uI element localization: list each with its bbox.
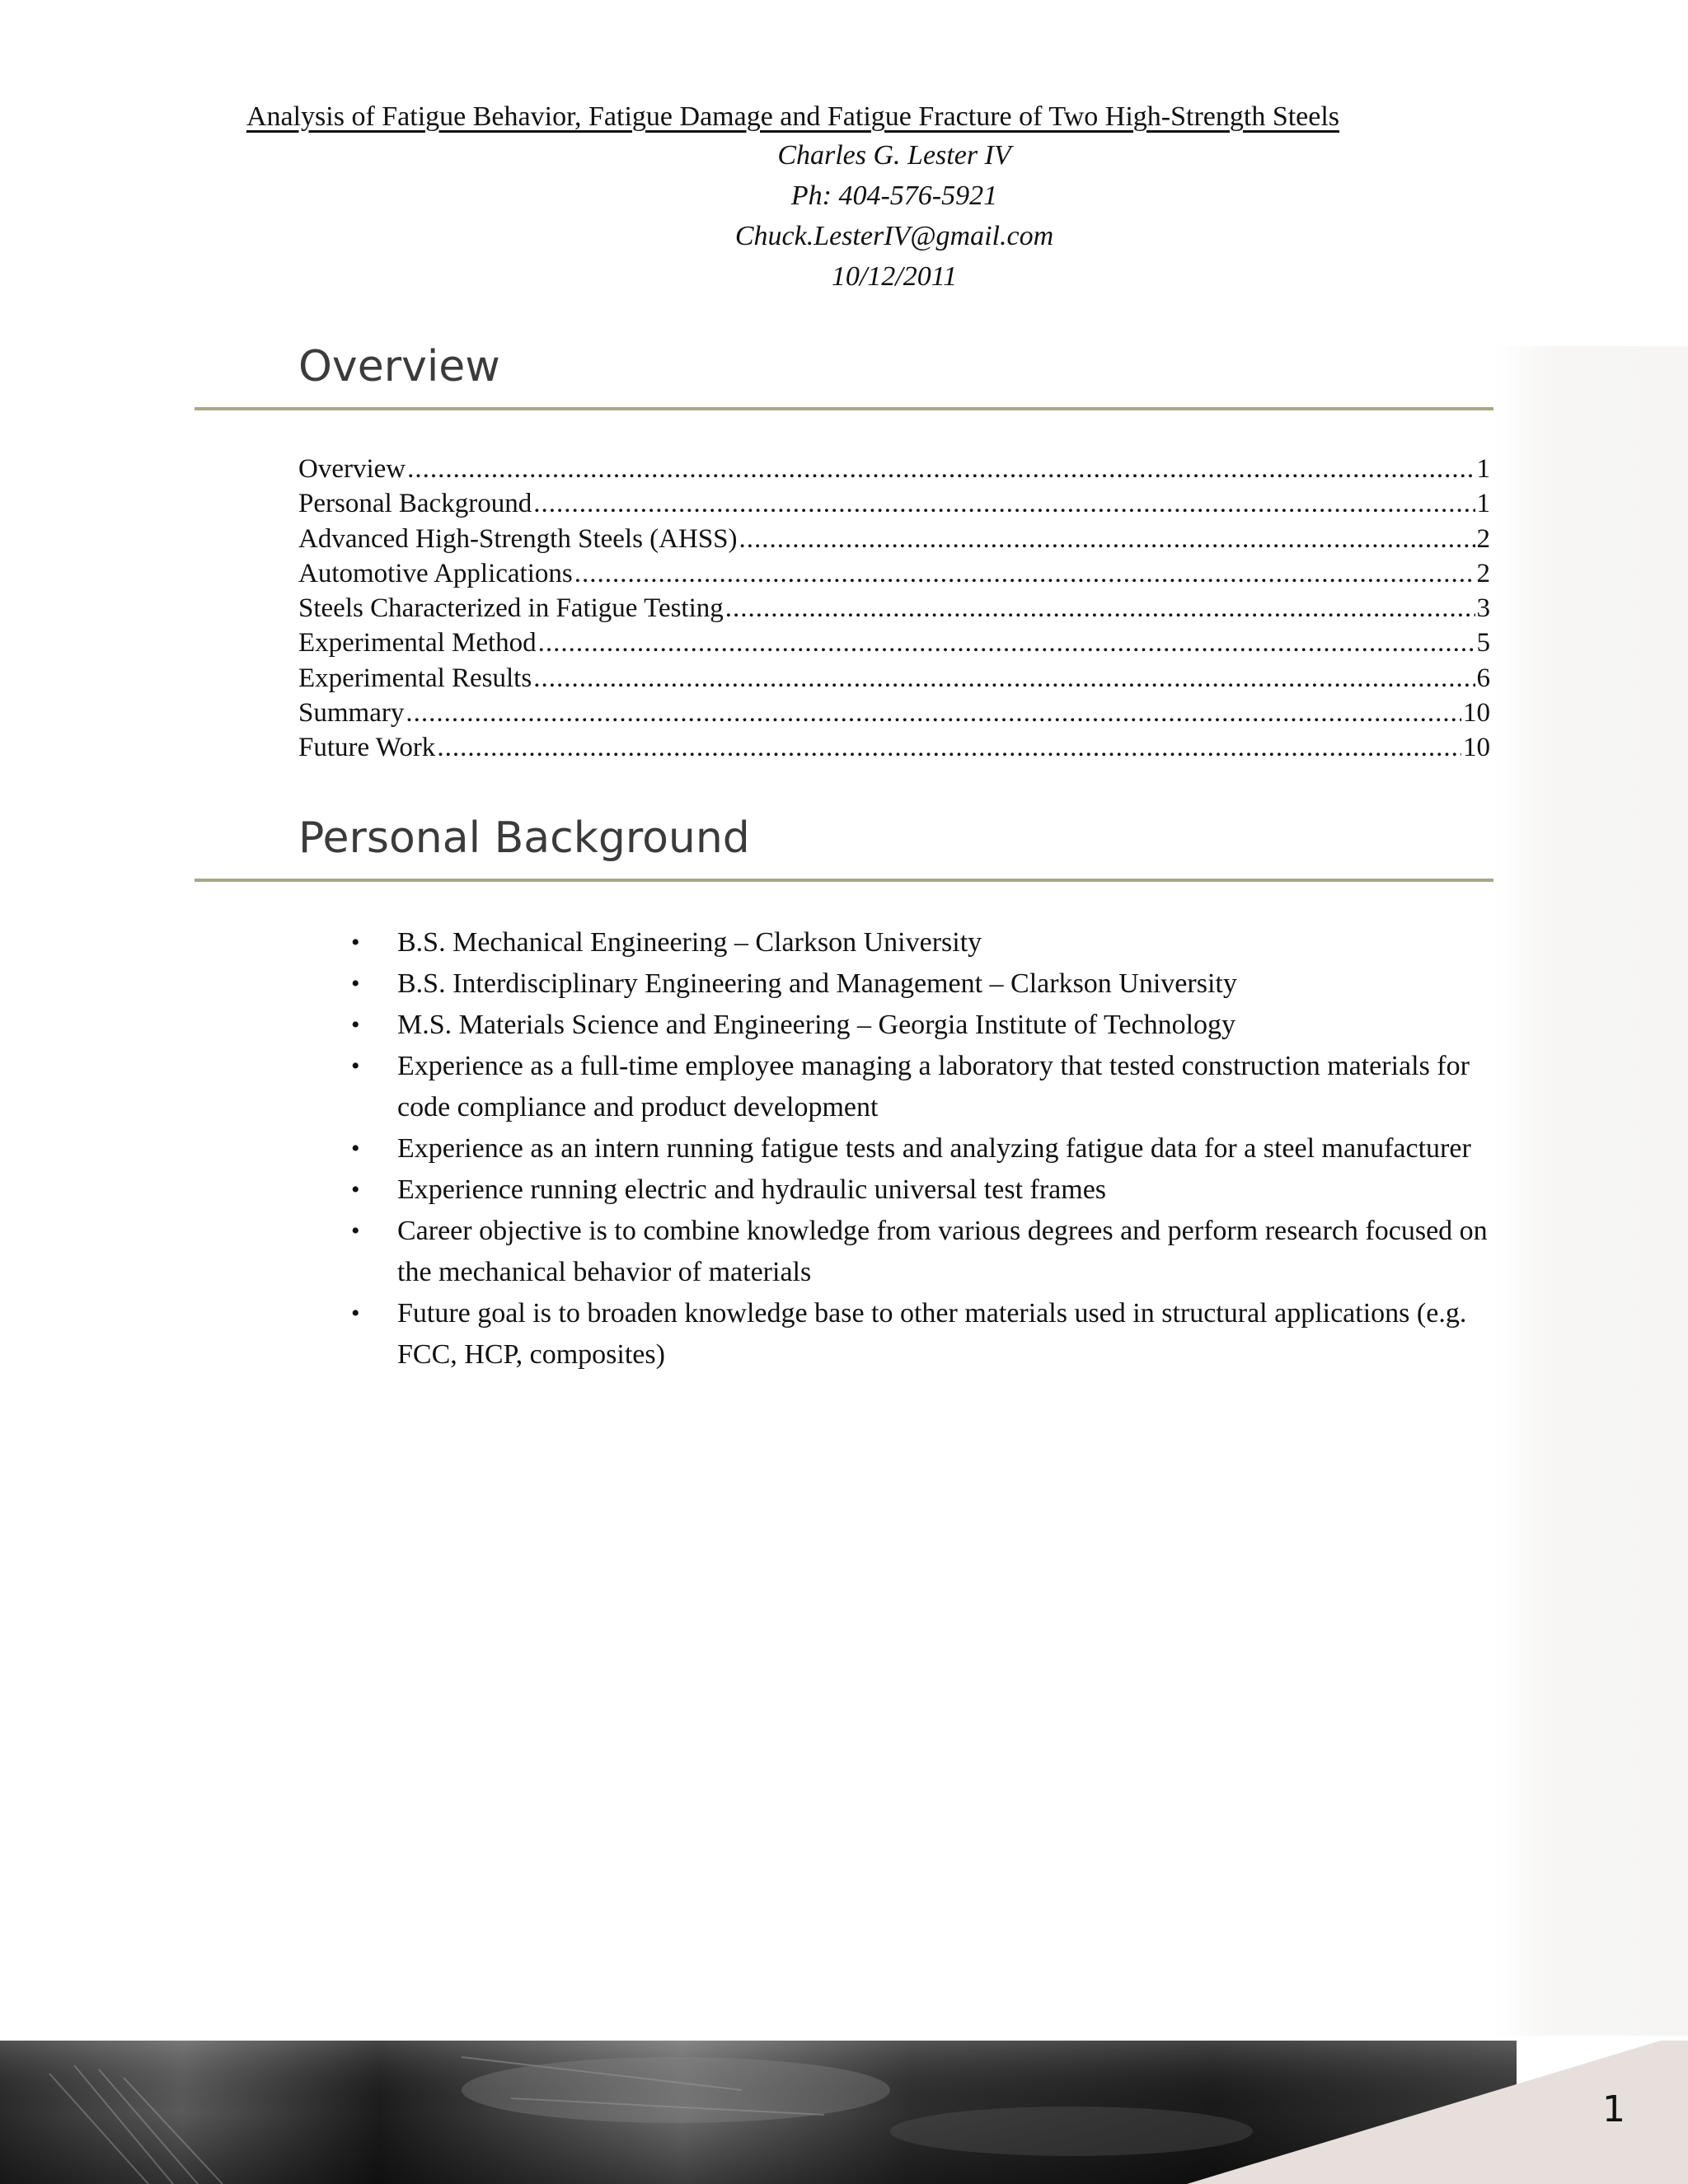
- bullet-icon: •: [351, 1011, 360, 1038]
- toc-entry[interactable]: [298, 696, 1490, 730]
- toc-entry-page-number: 3: [1476, 593, 1490, 624]
- list-item-text: Experience running electric and hydraulic universal test frames: [397, 1174, 1107, 1205]
- list-item: [346, 1211, 1492, 1293]
- toc-dot-leader: [725, 591, 1475, 626]
- list-item-text: B.S. Mechanical Engineering – Clarkson University: [397, 927, 982, 958]
- list-item-text: Experience as a full-time employee managing a laboratory that tested construction materials for code compliance and product development: [397, 1051, 1470, 1122]
- bullet-icon: •: [351, 1176, 360, 1203]
- toc-entry[interactable]: [298, 661, 1490, 696]
- toc-entry-page-number: 10: [1463, 733, 1490, 763]
- toc-dot-leader: [739, 522, 1475, 556]
- list-item-text: Experience as an intern running fatigue tests and analyzing fatigue data for a steel manufacturer: [397, 1133, 1471, 1164]
- toc-entry-label: Overview: [298, 454, 406, 484]
- bullet-icon: •: [351, 1052, 360, 1080]
- overview-heading-rule: [195, 407, 1493, 410]
- list-item-text: Future goal is to broaden knowledge base to other materials used in structural applications (e.g. FCC, HCP, composites): [397, 1298, 1467, 1370]
- toc-entry-page-number: 5: [1476, 628, 1490, 658]
- list-item-text: M.S. Materials Science and Engineering – Georgia Institute of Technology: [397, 1010, 1236, 1040]
- toc-dot-leader: [574, 556, 1475, 591]
- bullet-icon: •: [351, 1135, 360, 1162]
- list-item: [346, 1169, 1492, 1211]
- toc-entry[interactable]: [298, 626, 1490, 660]
- toc-dot-leader: [533, 486, 1475, 521]
- bullet-icon: •: [351, 970, 360, 997]
- toc-entry-label: Future Work: [298, 733, 436, 763]
- toc-entry-page-number: 6: [1476, 663, 1490, 693]
- toc-entry-label: Personal Background: [298, 489, 532, 519]
- overview-heading: Overview: [298, 342, 500, 391]
- document-title: Analysis of Fatigue Behavior, Fatigue Damage and Fatigue Fracture of Two High-Strength Steels: [246, 101, 1340, 132]
- toc-entry-page-number: 1: [1476, 454, 1490, 484]
- toc-entry[interactable]: [298, 452, 1490, 486]
- toc-entry-label: Summary: [298, 698, 405, 729]
- table-of-contents: [298, 452, 1490, 766]
- toc-entry-label: Steels Characterized in Fatigue Testing: [298, 593, 724, 624]
- author-email: Chuck.LesterIV@gmail.com: [734, 221, 1054, 251]
- page-number: 1: [1602, 2088, 1625, 2130]
- list-item: [346, 1128, 1492, 1169]
- list-item-text: B.S. Interdisciplinary Engineering and Management – Clarkson University: [397, 968, 1237, 999]
- toc-entry[interactable]: [298, 556, 1490, 591]
- list-item: [346, 922, 1492, 963]
- side-tint-panel: [1493, 346, 1688, 2036]
- toc-entry-page-number: 1: [1476, 489, 1490, 519]
- toc-entry[interactable]: [298, 486, 1490, 521]
- document-date: 10/12/2011: [831, 261, 958, 292]
- toc-dot-leader: [407, 452, 1475, 486]
- author-block: [0, 135, 1688, 297]
- toc-entry[interactable]: [298, 591, 1490, 626]
- toc-dot-leader: [437, 730, 1461, 765]
- list-item: [346, 1046, 1492, 1128]
- bullet-icon: •: [351, 929, 360, 956]
- toc-entry[interactable]: [298, 730, 1490, 765]
- footer-steel-image: [0, 2041, 1688, 2184]
- toc-entry-label: Experimental Method: [298, 628, 537, 658]
- toc-entry-label: Experimental Results: [298, 663, 532, 693]
- personal-background-heading-rule: [195, 879, 1493, 882]
- toc-dot-leader: [533, 661, 1475, 696]
- list-item-text: Career objective is to combine knowledge from various degrees and perform research focused on the mechanical behavior of materials: [397, 1216, 1488, 1287]
- author-phone: Ph: 404-576-5921: [790, 180, 998, 211]
- list-item: [346, 963, 1492, 1005]
- bullet-icon: •: [351, 1217, 360, 1244]
- toc-dot-leader: [538, 626, 1475, 660]
- list-item: [346, 1005, 1492, 1046]
- author-name: Charles G. Lester IV: [777, 140, 1011, 171]
- toc-entry-page-number: 2: [1476, 558, 1490, 588]
- toc-entry[interactable]: [298, 522, 1490, 556]
- toc-entry-label: Automotive Applications: [298, 558, 573, 588]
- toc-entry-page-number: 10: [1463, 698, 1490, 729]
- toc-entry-page-number: 2: [1476, 523, 1490, 554]
- bullet-icon: •: [351, 1300, 360, 1327]
- toc-entry-label: Advanced High-Strength Steels (AHSS): [298, 523, 738, 554]
- personal-background-heading: Personal Background: [298, 813, 750, 863]
- toc-dot-leader: [406, 696, 1461, 730]
- list-item: [346, 1293, 1492, 1376]
- footer-band: [0, 2041, 1688, 2184]
- background-bullet-list: [346, 922, 1492, 1376]
